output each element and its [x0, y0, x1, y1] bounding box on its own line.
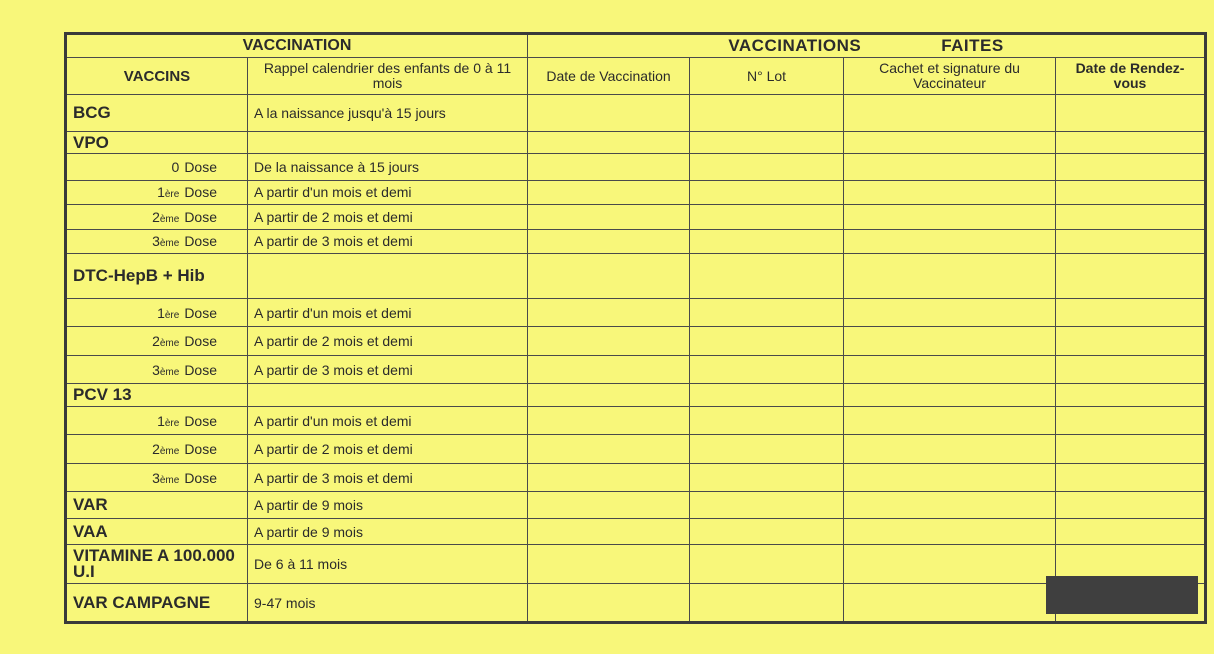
lot-cell[interactable]: [690, 384, 844, 406]
lot-cell[interactable]: [690, 492, 844, 518]
table-row: [66, 131, 1206, 153]
dose-ordinal: ère: [164, 309, 180, 321]
dose-label: [66, 154, 248, 180]
table-row: [66, 205, 1206, 229]
date-vaccination-cell[interactable]: [528, 95, 690, 132]
table-row: [66, 298, 1206, 327]
rendez-vous-cell[interactable]: [1056, 327, 1206, 356]
cachet-cell[interactable]: [844, 131, 1056, 153]
column-header-vaccins: VACCINS: [66, 58, 248, 95]
lot-cell[interactable]: [690, 229, 844, 253]
dose-ordinal: ème: [159, 366, 180, 378]
date-vaccination-cell[interactable]: [528, 463, 690, 492]
dose-word: Dose: [184, 333, 217, 350]
rendez-vous-cell[interactable]: [1056, 435, 1206, 464]
rendez-vous-cell[interactable]: [1056, 254, 1206, 299]
date-vaccination-cell[interactable]: [528, 154, 690, 180]
dose-number: 3: [152, 469, 160, 486]
dose-number: 3: [152, 361, 160, 378]
lot-cell[interactable]: [690, 205, 844, 229]
date-vaccination-cell[interactable]: [528, 180, 690, 204]
table-row: [66, 180, 1206, 204]
dose-word: Dose: [184, 158, 217, 175]
rappel-cell: A partir d'un mois et demi: [248, 298, 528, 327]
vaccin-name: VPO: [66, 131, 248, 153]
rappel-cell: A partir de 2 mois et demi: [248, 205, 528, 229]
date-vaccination-cell[interactable]: [528, 406, 690, 435]
cachet-cell[interactable]: [844, 355, 1056, 384]
cachet-cell[interactable]: [844, 584, 1056, 623]
dose-word: Dose: [184, 469, 217, 486]
dose-ordinal: ère: [164, 417, 180, 429]
dose-ordinal: ème: [159, 338, 180, 350]
date-vaccination-cell[interactable]: [528, 229, 690, 253]
table-row: [66, 327, 1206, 356]
lot-cell[interactable]: [690, 463, 844, 492]
cachet-cell[interactable]: [844, 229, 1056, 253]
rendez-vous-cell[interactable]: [1056, 298, 1206, 327]
vaccinations-faites-header: [528, 34, 1206, 58]
vaccin-name: PCV 13: [66, 384, 248, 406]
rendez-vous-cell[interactable]: [1056, 95, 1206, 132]
table-row: [66, 463, 1206, 492]
table-row: [66, 584, 1206, 623]
dose-word: Dose: [184, 412, 217, 429]
table-row: [66, 95, 1206, 132]
rendez-vous-cell[interactable]: [1056, 154, 1206, 180]
table-row: [66, 406, 1206, 435]
dose-ordinal: ère: [164, 189, 180, 201]
cachet-cell[interactable]: [844, 180, 1056, 204]
lot-cell[interactable]: [690, 254, 844, 299]
date-vaccination-cell[interactable]: [528, 205, 690, 229]
dose-label: [66, 406, 248, 435]
lot-cell[interactable]: [690, 298, 844, 327]
table-row: [66, 154, 1206, 180]
date-vaccination-cell[interactable]: [528, 298, 690, 327]
lot-cell[interactable]: [690, 584, 844, 623]
cachet-cell[interactable]: [844, 254, 1056, 299]
lot-cell[interactable]: [690, 355, 844, 384]
dose-word: Dose: [184, 304, 217, 321]
dose-word: Dose: [184, 208, 217, 225]
lot-cell[interactable]: [690, 154, 844, 180]
dose-label: [66, 180, 248, 204]
rappel-cell: A partir de 9 mois: [248, 518, 528, 544]
rappel-cell: A partir d'un mois et demi: [248, 180, 528, 204]
cachet-cell[interactable]: [844, 384, 1056, 406]
dose-ordinal: ème: [159, 474, 180, 486]
date-vaccination-cell[interactable]: [528, 131, 690, 153]
lot-cell[interactable]: [690, 435, 844, 464]
dose-word: Dose: [184, 361, 217, 378]
lot-cell[interactable]: [690, 406, 844, 435]
dose-label: [66, 435, 248, 464]
column-header-rendez-vous: Date de Rendez-vous: [1056, 58, 1206, 95]
dose-number: 3: [152, 233, 160, 250]
lot-cell[interactable]: [690, 545, 844, 584]
column-header-date-vaccination: Date de Vaccination: [528, 58, 690, 95]
vaccin-name: VAR: [66, 492, 248, 518]
lot-cell[interactable]: [690, 95, 844, 132]
dose-word: Dose: [184, 233, 217, 250]
dose-number: 0: [171, 158, 180, 175]
rendez-vous-cell[interactable]: [1056, 463, 1206, 492]
vaccinations-faites-word2: FAITES: [941, 36, 1004, 56]
dose-number: 1: [157, 184, 165, 201]
date-vaccination-cell[interactable]: [528, 435, 690, 464]
rendez-vous-cell[interactable]: [1056, 131, 1206, 153]
rendez-vous-cell[interactable]: [1056, 492, 1206, 518]
rappel-cell: 9-47 mois: [248, 584, 528, 623]
dose-label: [66, 355, 248, 384]
vaccin-name: VAA: [66, 518, 248, 544]
header-row-top: [66, 34, 1206, 58]
cachet-cell[interactable]: [844, 492, 1056, 518]
rendez-vous-cell[interactable]: [1056, 518, 1206, 544]
rappel-cell: A partir d'un mois et demi: [248, 406, 528, 435]
vaccination-header: VACCINATION: [66, 34, 528, 58]
lot-cell[interactable]: [690, 327, 844, 356]
cachet-cell[interactable]: [844, 545, 1056, 584]
header-row-columns: [66, 58, 1206, 95]
table-row: [66, 435, 1206, 464]
cachet-cell[interactable]: [844, 435, 1056, 464]
cachet-cell[interactable]: [844, 154, 1056, 180]
rendez-vous-cell[interactable]: [1056, 355, 1206, 384]
ink-stamp-mark: [1046, 576, 1198, 614]
table-row: [66, 254, 1206, 299]
dose-word: Dose: [184, 184, 217, 201]
rappel-cell: De 6 à 11 mois: [248, 545, 528, 584]
date-vaccination-cell[interactable]: [528, 384, 690, 406]
table-row: [66, 355, 1206, 384]
rendez-vous-cell[interactable]: [1056, 384, 1206, 406]
cachet-cell[interactable]: [844, 406, 1056, 435]
dose-label: [66, 229, 248, 253]
rappel-cell: [248, 384, 528, 406]
rappel-cell: A partir de 3 mois et demi: [248, 355, 528, 384]
rappel-cell: De la naissance à 15 jours: [248, 154, 528, 180]
rappel-cell: A partir de 9 mois: [248, 492, 528, 518]
vaccination-card: [64, 32, 1210, 628]
date-vaccination-cell[interactable]: [528, 355, 690, 384]
date-vaccination-cell[interactable]: [528, 327, 690, 356]
rappel-cell: A partir de 2 mois et demi: [248, 435, 528, 464]
table-row: [66, 518, 1206, 544]
rendez-vous-cell[interactable]: [1056, 229, 1206, 253]
date-vaccination-cell[interactable]: [528, 584, 690, 623]
vaccin-name: VAR CAMPAGNE: [66, 584, 248, 623]
dose-number: 1: [157, 412, 165, 429]
dose-label: [66, 205, 248, 229]
rappel-cell: [248, 131, 528, 153]
table-row: [66, 384, 1206, 406]
dose-word: Dose: [184, 441, 217, 458]
cachet-cell[interactable]: [844, 463, 1056, 492]
column-header-cachet: Cachet et signature du Vaccinateur: [844, 58, 1056, 95]
table-row: [66, 492, 1206, 518]
dose-ordinal: ème: [159, 213, 180, 225]
cachet-cell[interactable]: [844, 205, 1056, 229]
table-row: [66, 229, 1206, 253]
rappel-cell: [248, 254, 528, 299]
rappel-cell: A la naissance jusqu'à 15 jours: [248, 95, 528, 132]
vaccinations-faites-word1: VACCINATIONS: [728, 36, 862, 56]
table-row: [66, 545, 1206, 584]
dose-number: 2: [152, 441, 160, 458]
column-header-rappel: Rappel calendrier des enfants de 0 à 11 mois: [248, 58, 528, 95]
lot-cell[interactable]: [690, 518, 844, 544]
lot-cell[interactable]: [690, 180, 844, 204]
rendez-vous-cell[interactable]: [1056, 205, 1206, 229]
date-vaccination-cell[interactable]: [528, 492, 690, 518]
rendez-vous-cell[interactable]: [1056, 406, 1206, 435]
dose-ordinal: ème: [159, 446, 180, 458]
dose-number: 1: [157, 304, 165, 321]
cachet-cell[interactable]: [844, 327, 1056, 356]
vaccin-name: VITAMINE A 100.000 U.I: [66, 545, 248, 584]
rappel-cell: A partir de 3 mois et demi: [248, 229, 528, 253]
date-vaccination-cell[interactable]: [528, 518, 690, 544]
dose-number: 2: [152, 333, 160, 350]
date-vaccination-cell[interactable]: [528, 254, 690, 299]
dose-label: [66, 298, 248, 327]
vaccin-name: DTC-HepB + Hib: [66, 254, 248, 299]
cachet-cell[interactable]: [844, 518, 1056, 544]
dose-label: [66, 327, 248, 356]
rendez-vous-cell[interactable]: [1056, 180, 1206, 204]
dose-label: [66, 463, 248, 492]
vaccin-name: BCG: [66, 95, 248, 132]
dose-ordinal: ème: [159, 238, 180, 250]
cachet-cell[interactable]: [844, 95, 1056, 132]
date-vaccination-cell[interactable]: [528, 545, 690, 584]
vaccination-table: [64, 32, 1207, 624]
cachet-cell[interactable]: [844, 298, 1056, 327]
column-header-lot: N° Lot: [690, 58, 844, 95]
rappel-cell: A partir de 2 mois et demi: [248, 327, 528, 356]
lot-cell[interactable]: [690, 131, 844, 153]
rappel-cell: A partir de 3 mois et demi: [248, 463, 528, 492]
dose-number: 2: [152, 208, 160, 225]
